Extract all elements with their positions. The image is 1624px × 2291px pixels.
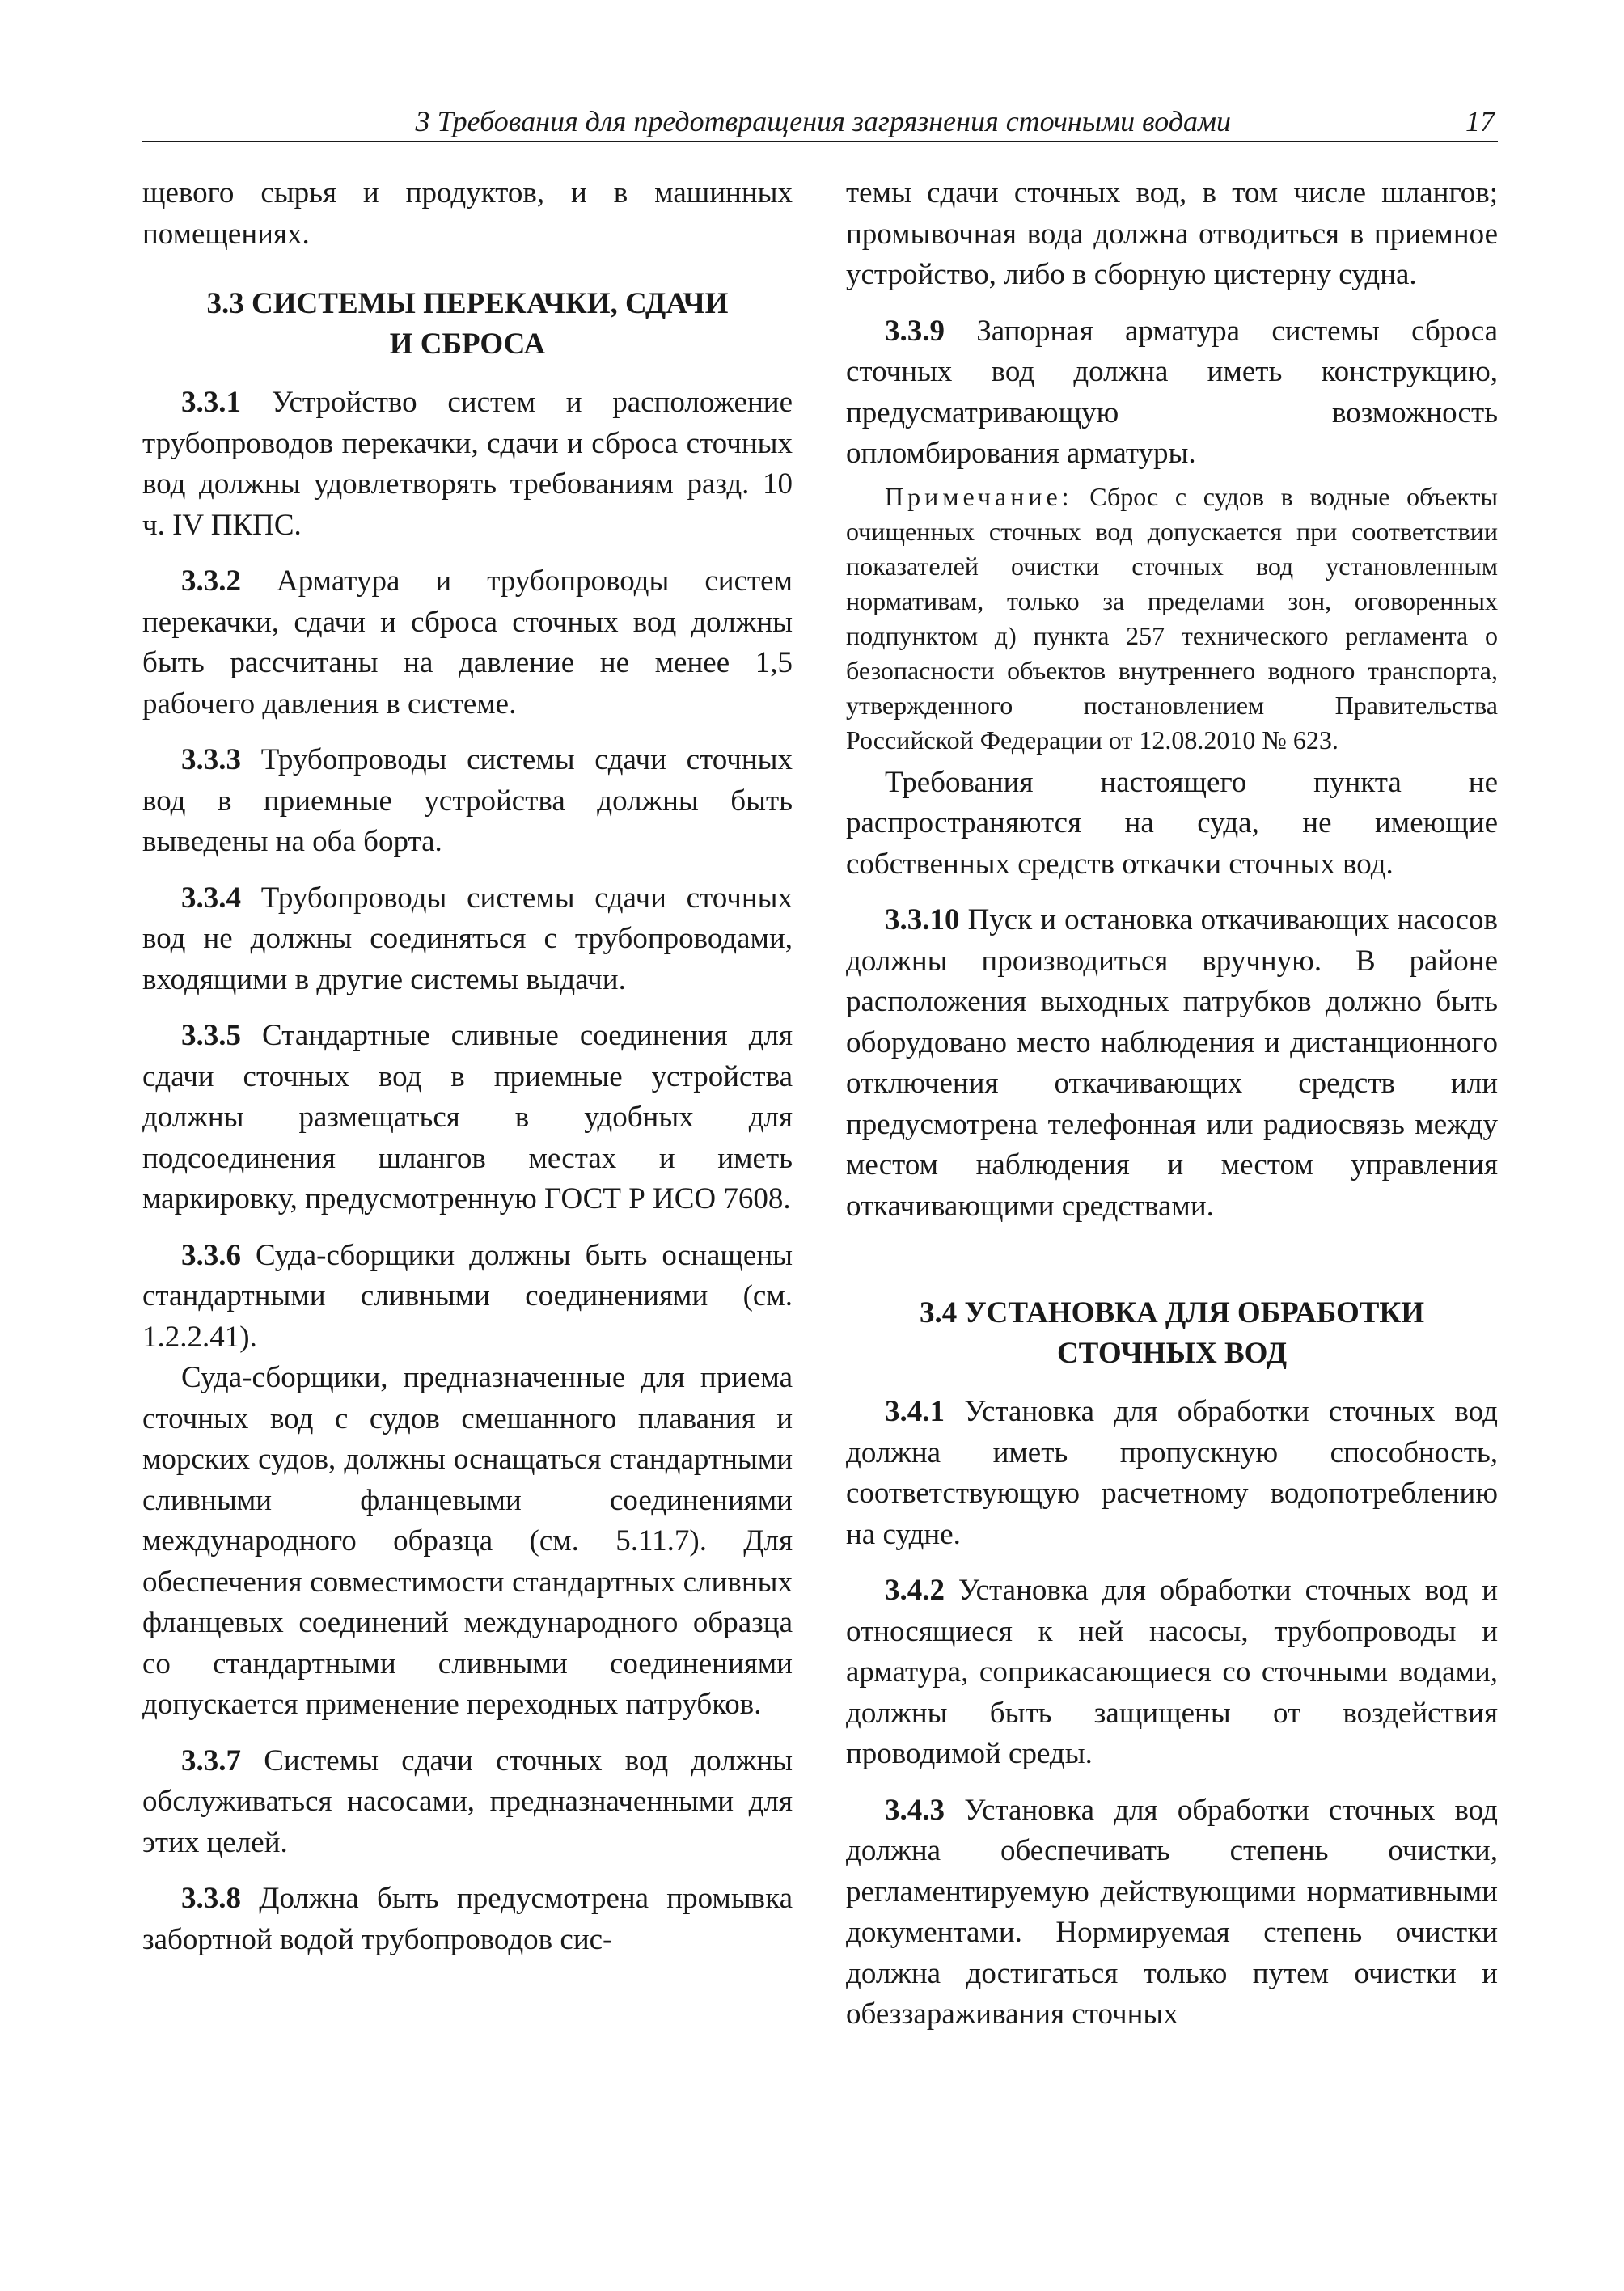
section-heading-line: И СБРОСА [389,328,546,361]
paragraph-3-3-9 [846,311,1498,475]
section-heading-3-3 [142,284,793,365]
paragraph-text: Трубопроводы системы сдачи сточных вод не должны соединяться с трубопроводами, входящими в другие системы выдачи. [142,881,793,996]
section-heading-line: 3.3 СИСТЕМЫ ПЕРЕКАЧКИ, СДАЧИ [206,287,729,320]
paragraph-3-3-2 [142,561,793,725]
clause-number: 3.3.9 [885,314,945,348]
left-column [142,173,793,1960]
running-header [142,100,1498,142]
clause-number: 3.3.6 [181,1238,241,1272]
clause-number: 3.3.7 [181,1744,241,1777]
paragraph-3-3-4 [142,878,793,1001]
continued-paragraph: щевого сырья и продуктов, и в машинных помещениях. [142,176,793,251]
paragraph-3-3-10 [846,900,1498,1227]
section-heading-line: СТОЧНЫХ ВОД [1056,1337,1288,1370]
paragraph-3-3-8 [142,1879,793,1960]
paragraph-text: Пуск и остановка откачивающих насосов должны производиться вручную. В районе расположения выходных патрубков должно быть оборудовано место наблюдения и дистанционного отключения откачивающих средств или предусмотрена телефонная или радиосвязь между местом наблюдения и местом управления откачивающими средствами. [846,903,1498,1223]
paragraph-3-4-2 [846,1570,1498,1775]
clause-number: 3.4.1 [885,1395,945,1428]
paragraph-3-3-1 [142,383,793,546]
clause-number: 3.4.2 [885,1574,945,1607]
clause-number: 3.3.8 [181,1882,241,1915]
clause-number: 3.3.2 [181,564,241,598]
section-heading-line: 3.4 УСТАНОВКА ДЛЯ ОБРАБОТКИ [919,1296,1425,1329]
paragraph-text: Установка для обработки сточных вод должна обеспечивать степень очистки, регламентируемую действующими нормативными документами. Нормируемая степень очистки должна достигаться только путем очистки и обеззараживания сточных [846,1793,1498,2031]
clause-number: 3.3.3 [181,743,241,776]
paragraph-text: Стандартные сливные соединения для сдачи сточных вод в приемные устройства должны размещаться в удобных для подсоединения шлангов местах и иметь маркировку, предусмотренную ГОСТ Р ИСО 7608. [142,1019,793,1215]
note-text: Сброс с судов в водные объекты очищенных сточных вод допускается при соответствии показателей очистки сточных вод установленным нормативам, только за пределами зон, оговоренных подпунктом д) пункта 257 технического регламента о безопасности объектов внутреннего водного транспорта, утвержденного постановлением Правительства Российской Федерации от 12.08.2010 № 623. [846,481,1498,755]
clause-number: 3.3.4 [181,881,241,915]
note-paragraph [846,480,1498,758]
header-title: 3 Требования для предотвращения загрязнения сточными водами [415,105,1231,137]
right-column [846,173,1498,2035]
paragraph-text: Системы сдачи сточных вод должны обслуживаться насосами, предназначенными для этих целей. [142,1744,793,1859]
note-label: Примечание: [885,481,1073,511]
paragraph-text: Установка для обработки сточных вод и относящиеся к ней насосы, трубопроводы и арматура, соприкасающиеся со сточными водами, должны быть защищены от воздействия проводимой среды. [846,1574,1498,1770]
paragraph-text: Суда-сборщики должны быть оснащены стандартными сливными соединениями (см. 1.2.2.41). [142,1238,793,1354]
paragraph-text: Трубопроводы системы сдачи сточных вод в приемные устройства должны быть выведены на оба борта. [142,743,793,858]
clause-number: 3.3.5 [181,1019,241,1052]
paragraph-3-3-3 [142,740,793,863]
paragraph-text: Запорная арматура системы сброса сточных вод должна иметь конструкцию, предусматривающую возможность опломбирования арматуры. [846,314,1498,470]
paragraph-text: Устройство систем и расположение трубопроводов перекачки, сдачи и сброса сточных вод должны удовлетворять требованиям разд. 10 ч. IV ПКПС. [142,386,793,542]
paragraph-text: Арматура и трубопроводы систем перекачки, сдачи и сброса сточных вод должны быть рассчитаны на давление не менее 1,5 рабочего давления в системе. [142,564,793,721]
continued-paragraph: темы сдачи сточных вод, в том числе шлангов; промывочная вода должна отводиться в приемное устройство, либо в сборную цистерну судна. [846,176,1498,291]
page-number: 17 [1465,105,1495,137]
clause-number: 3.3.10 [885,903,960,936]
section-heading-3-4 [846,1293,1498,1374]
paragraph-text: Должна быть предусмотрена промывка забортной водой трубопроводов сис- [142,1882,793,1956]
paragraph-3-3-7 [142,1741,793,1864]
clause-number: 3.3.1 [181,386,241,419]
paragraph-3-3-6 [142,1236,793,1359]
clause-number: 3.4.3 [885,1793,945,1827]
paragraph-3-3-9-continued: Требования настоящего пункта не распространяются на суда, не имеющие собственных средств откачки сточных вод. [846,765,1498,881]
paragraph-3-3-5 [142,1016,793,1220]
paragraph-3-4-3 [846,1790,1498,2035]
paragraph-3-4-1 [846,1392,1498,1555]
paragraph-text: Установка для обработки сточных вод должна иметь пропускную способность, соответствующую расчетному водопотреблению на судне. [846,1395,1498,1551]
paragraph-3-3-6-continued: Суда-сборщики, предназначенные для приема сточных вод с судов смешанного плавания и морских судов, должны оснащаться стандартными сливными фланцевыми соединениями международного образца (см. 5.11.7). Для обеспечения совместимости стандартных сливных фланцевых соединений международного образца со стандартными сливными соединениями допускается применение переходных патрубков. [142,1361,793,1721]
